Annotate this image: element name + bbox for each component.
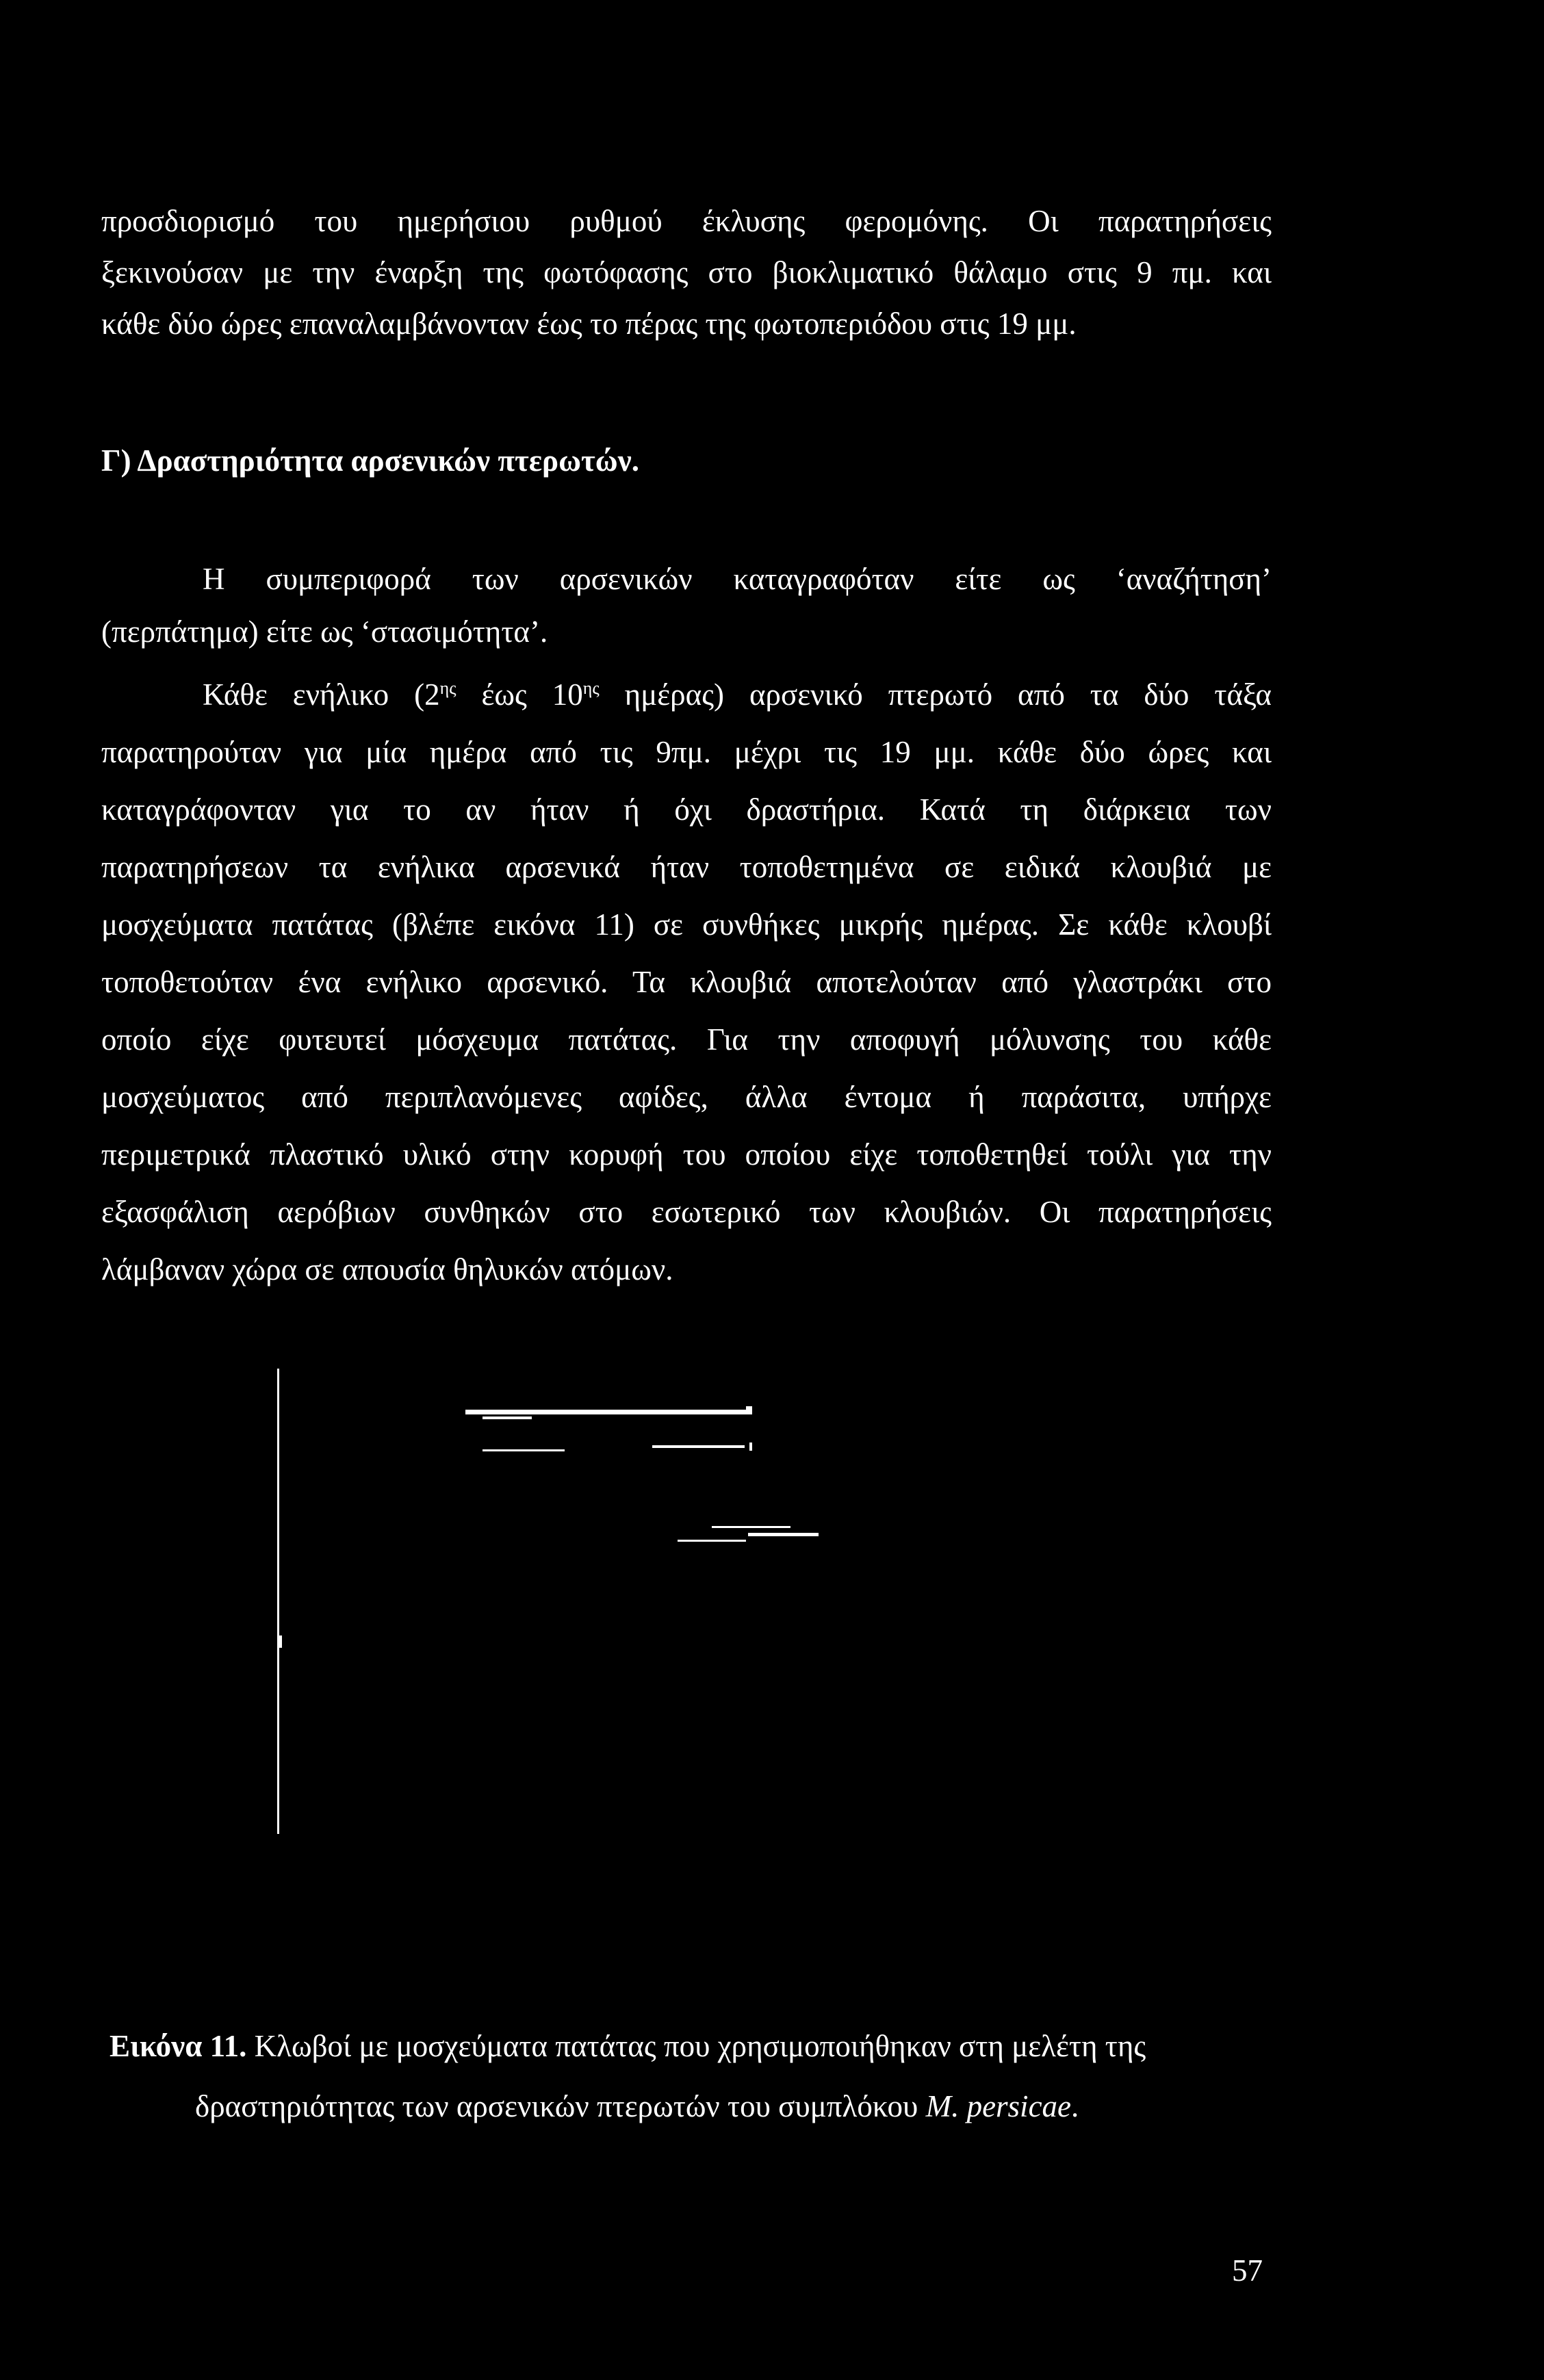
ordinal-suffix: ης — [439, 678, 456, 698]
text-line: καταγράφονταν για το αν ήταν ή όχι δραστήρια. Κατά τη διάρκεια των — [101, 792, 1272, 827]
text-line: Η συμπεριφορά των αρσενικών καταγραφόταν είτε ως ‘αναζήτηση’ — [203, 562, 1272, 596]
figure-edge-line — [277, 1369, 279, 1834]
figure-caption-line1 — [110, 2026, 1146, 2067]
text-line: ξεκινούσαν με την έναρξη της φωτόφασης στο βιοκλιματικό θάλαμο στις 9 πμ. και — [101, 255, 1272, 289]
text-line: παρατηρούταν για μία ημέρα από τις 9πμ. μέχρι τις 19 μμ. κάθε δύο ώρες και — [101, 735, 1272, 769]
page-number: 57 — [1232, 2253, 1263, 2288]
text-line: κάθε δύο ώρες επαναλαμβάνονταν έως το πέρας της φωτοπεριόδου στις 19 μμ. — [101, 307, 1077, 341]
figure-artifact-line — [746, 1406, 752, 1414]
text-line: λάμβαναν χώρα σε απουσία θηλυκών ατόμων. — [101, 1252, 673, 1286]
text-line — [203, 674, 1272, 715]
text-line: εξασφάλιση αερόβιων συνθηκών στο εσωτερικό των κλουβιών. Οι παρατηρήσεις — [101, 1195, 1272, 1229]
text-line: τοποθετούταν ένα ενήλικο αρσενικό. Τα κλουβιά αποτελούταν από γλαστράκι στο — [101, 965, 1272, 999]
text-line: (περπάτημα) είτε ως ‘στασιμότητα’. — [101, 615, 548, 649]
figure-artifact-line — [652, 1445, 745, 1448]
text-line: μοσχεύματος από περιπλανόμενες αφίδες, άλλα έντομα ή παράσιτα, υπήρχε — [101, 1080, 1272, 1114]
text-line: μοσχεύματα πατάτας (βλέπε εικόνα 11) σε συνθήκες μικρής ημέρας. Σε κάθε κλουβί — [101, 907, 1272, 942]
figure-artifact-line — [712, 1526, 790, 1528]
figure-caption-text: . — [1071, 2089, 1079, 2123]
figure-artifact-line — [465, 1410, 746, 1414]
text-line: περιμετρικά πλαστικό υλικό στην κορυφή του οποίου είχε τοποθετηθεί τούλι για την — [101, 1137, 1272, 1172]
figure-caption-text: Κλωβοί με μοσχεύματα πατάτας που χρησιμοποιήθηκαν στη μελέτη της — [246, 2029, 1146, 2063]
ordinal-suffix: ης — [582, 678, 600, 698]
text-span: έως 10 — [456, 677, 583, 712]
figure-caption-label: Εικόνα 11. — [110, 2029, 247, 2063]
species-name: M. persicae — [925, 2089, 1072, 2123]
text-line: οποίο είχε φυτευτεί μόσχευμα πατάτας. Για την αποφυγή μόλυνσης του κάθε — [101, 1022, 1272, 1057]
text-line: προσδιορισμό του ημερήσιου ρυθμού έκλυσης φερομόνης. Οι παρατηρήσεις — [101, 204, 1272, 238]
figure-artifact-line — [483, 1417, 532, 1419]
text-span: ημέρας) αρσενικό πτερωτό από τα δύο τάξα — [599, 677, 1272, 712]
text-span: Κάθε ενήλικο (2 — [203, 677, 440, 712]
figure-artifact-line — [749, 1443, 752, 1451]
section-heading: Γ) Δραστηριότητα αρσενικών πτερωτών. — [101, 443, 639, 478]
figure-artifact-line — [748, 1533, 819, 1536]
figure-artifact-line — [279, 1635, 282, 1648]
figure-caption-line2 — [195, 2086, 1079, 2127]
text-line: παρατηρήσεων τα ενήλικα αρσενικά ήταν τοποθετημένα σε ειδικά κλουβιά με — [101, 850, 1272, 884]
figure-image — [277, 1369, 1163, 1834]
figure-caption-text: δραστηριότητας των αρσενικών πτερωτών του συμπλόκου — [195, 2089, 926, 2123]
figure-artifact-line — [678, 1540, 746, 1542]
figure-artifact-line — [483, 1449, 565, 1451]
